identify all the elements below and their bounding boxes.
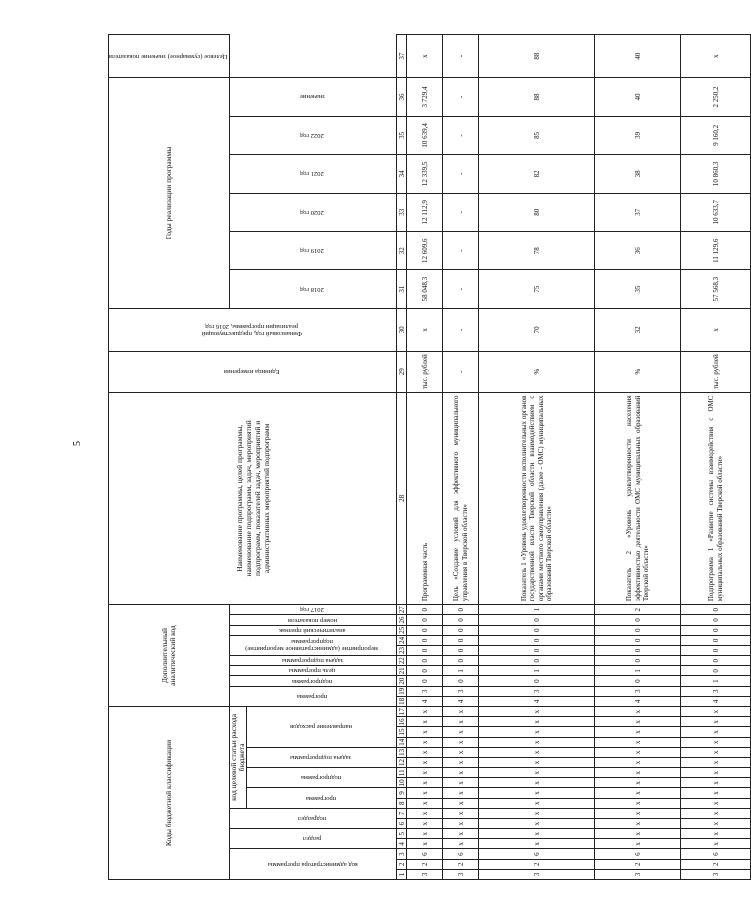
column-number-row xyxy=(397,35,407,880)
code-cell: х xyxy=(479,706,595,716)
code-cell: х xyxy=(407,768,443,778)
target-value-cell: - xyxy=(443,35,479,78)
header-row-1 xyxy=(109,35,230,880)
year-2017-header: 2017 год xyxy=(230,605,397,615)
column-number: 21 xyxy=(397,667,406,675)
column-number: 5 xyxy=(397,829,407,839)
code-cell: х xyxy=(443,839,479,849)
target-value-cell: х xyxy=(407,35,443,78)
code-cell: х xyxy=(407,798,443,808)
column-number: 17 xyxy=(397,708,406,716)
code-cell: 0 xyxy=(595,615,681,625)
code-cell: х xyxy=(407,829,443,839)
rotated-page xyxy=(108,34,724,880)
column-number: 8 xyxy=(397,798,407,808)
fin-year-header: Финансовый год, предшествующий реализации программы, 2016 год xyxy=(109,308,397,351)
code-cell: х xyxy=(479,727,595,737)
program-table xyxy=(108,34,751,880)
code-cell: х xyxy=(595,778,681,788)
code-cell: х xyxy=(681,778,751,788)
target-value-cell: 88 xyxy=(479,35,595,78)
code-cell: 0 xyxy=(407,645,443,655)
code-cell: х xyxy=(443,818,479,828)
year-value-cell: 37 xyxy=(595,193,681,231)
code-cell: 0 xyxy=(443,635,479,645)
code-cell: 0 xyxy=(479,656,595,666)
unit-cell: - xyxy=(443,351,479,392)
code-cell: 0 xyxy=(443,676,479,686)
code-cell: 0 xyxy=(407,635,443,645)
code-cell: х xyxy=(407,737,443,747)
code-cell: х xyxy=(479,768,595,778)
code-cell: х xyxy=(479,788,595,798)
code-cell: 6 xyxy=(595,849,681,859)
column-number: 29 xyxy=(397,351,407,392)
column-number: 35 xyxy=(397,116,407,154)
code-cell: х xyxy=(681,768,751,778)
column-number: 25 xyxy=(397,626,406,634)
year-value-cell: 9 160,2 xyxy=(681,116,751,154)
code-cell: 1 xyxy=(595,666,681,676)
code-cell: х xyxy=(681,808,751,818)
year-value-cell: 10 633,7 xyxy=(681,193,751,231)
column-number: 20 xyxy=(397,677,406,685)
code-cell: х xyxy=(479,839,595,849)
column-number: 37 xyxy=(397,35,407,78)
table-row xyxy=(479,35,595,880)
code-cell: х xyxy=(479,757,595,767)
page-number: 5 xyxy=(72,441,83,446)
year-2022-header: 2022 год xyxy=(230,116,397,154)
code-cell: 3 xyxy=(595,869,681,879)
code-cell: 3 xyxy=(443,686,479,696)
column-number: 27 xyxy=(397,606,406,614)
measure-header: мероприятие (административное мероприятие) подпрограммы xyxy=(230,635,397,655)
year-value-cell: 11 129,6 xyxy=(681,232,751,270)
row-name: Показатель 2 «Уровень удовлетворенности населения эффективностью деятельности ОМС муниципальных образований Тверской области» xyxy=(595,392,681,605)
column-number: 23 xyxy=(397,647,406,655)
code-cell: 0 xyxy=(681,635,751,645)
column-number: 36 xyxy=(397,78,407,117)
code-cell: 0 xyxy=(595,635,681,645)
code-cell: х xyxy=(407,788,443,798)
target-article-header: код целевой статьи расхода бюджета xyxy=(230,706,247,808)
code-cell: 0 xyxy=(407,676,443,686)
column-number: 3 xyxy=(397,849,407,859)
year-value-cell: 12 112,9 xyxy=(407,193,443,231)
column-number: 7 xyxy=(397,808,407,818)
code-cell: 4 xyxy=(681,696,751,706)
code-cell: 6 xyxy=(681,849,751,859)
value-header: значение xyxy=(230,78,397,117)
code-cell: 1 xyxy=(479,666,595,676)
code-cell: х xyxy=(479,829,595,839)
year-value-cell: 10 639,4 xyxy=(407,116,443,154)
column-number: 9 xyxy=(397,788,407,798)
code-cell: х xyxy=(479,747,595,757)
code-cell: х xyxy=(681,727,751,737)
year-value-cell: - xyxy=(443,232,479,270)
code-cell: х xyxy=(443,798,479,808)
code-cell: х xyxy=(681,706,751,716)
code-cell: х xyxy=(443,768,479,778)
code-cell: 2 xyxy=(681,859,751,869)
code-cell: 2 xyxy=(407,859,443,869)
unit-cell: % xyxy=(479,351,595,392)
code-cell: х xyxy=(681,839,751,849)
code-cell: х xyxy=(681,798,751,808)
code-cell: 0 xyxy=(443,656,479,666)
column-number: 22 xyxy=(397,657,406,665)
subprogram-task-header-2: задача подпрограммы xyxy=(230,656,397,666)
unit-cell: % xyxy=(595,351,681,392)
code-cell: х xyxy=(595,798,681,808)
code-cell: х xyxy=(479,818,595,828)
row-name: Цель «Создание условий для эффективного муниципального управления в Тверской области» xyxy=(443,392,479,605)
code-cell: 4 xyxy=(407,696,443,706)
year-value-cell: 80 xyxy=(479,193,595,231)
target-value-cell: 40 xyxy=(595,35,681,78)
column-number: 26 xyxy=(397,616,406,624)
code-cell: х xyxy=(443,717,479,727)
code-cell: х xyxy=(681,788,751,798)
code-cell: х xyxy=(681,818,751,828)
column-number: 32 xyxy=(397,232,407,270)
subprogram-task-header: задача подпрограммы xyxy=(247,747,397,767)
name-column-header: Наименование программы, целей программы, наименование подпрограмм, задач, мероприятий подпрограмм, показателей задач, мероприятий и административных мероприятий подпрограмм xyxy=(109,392,397,605)
code-cell: 1 xyxy=(681,676,751,686)
code-cell: х xyxy=(479,717,595,727)
year-value-cell: 3 729,4 xyxy=(407,78,443,117)
code-cell: х xyxy=(681,717,751,727)
row-name: Показатель 1 «Уровень удовлетворенности исполнительных органов государственной власти Тверской области взаимодействием с органами местного самоуправления (далее - ОМС) муниципальных образований Тверской области» xyxy=(479,392,595,605)
code-cell: х xyxy=(681,737,751,747)
unit-header: Единица измерения xyxy=(109,351,397,392)
indicator-number-header: номер показателя xyxy=(230,615,397,625)
code-cell: х xyxy=(443,757,479,767)
code-cell: х xyxy=(407,818,443,828)
code-cell: х xyxy=(407,778,443,788)
code-cell: 6 xyxy=(443,849,479,859)
table-row xyxy=(407,35,443,880)
column-number: 11 xyxy=(397,769,406,777)
year-value-cell: - xyxy=(443,270,479,308)
year-value-cell: 12 609,6 xyxy=(407,232,443,270)
year-value-cell: 40 xyxy=(595,78,681,117)
code-cell: 3 xyxy=(407,869,443,879)
code-cell: 2 xyxy=(595,605,681,615)
code-cell: х xyxy=(595,808,681,818)
column-number: 16 xyxy=(397,718,406,726)
code-cell: 0 xyxy=(407,605,443,615)
code-cell: х xyxy=(407,747,443,757)
code-cell: 0 xyxy=(407,615,443,625)
code-cell: 0 xyxy=(595,645,681,655)
code-cell: 2 xyxy=(479,859,595,869)
column-number: 6 xyxy=(397,818,407,828)
code-cell: 0 xyxy=(595,656,681,666)
year-value-cell: 88 xyxy=(479,78,595,117)
year-value-cell: - xyxy=(443,116,479,154)
budget-classification-header: Коды бюджетной классификации xyxy=(109,706,230,879)
unit-cell: тыс. рублей xyxy=(407,351,443,392)
expense-direction-header: направление расходов xyxy=(247,706,397,747)
year-value-cell: 85 xyxy=(479,116,595,154)
code-cell: 0 xyxy=(681,615,751,625)
year-value-cell: 38 xyxy=(595,155,681,193)
code-cell: 3 xyxy=(681,686,751,696)
code-cell: х xyxy=(681,829,751,839)
code-cell: 0 xyxy=(443,625,479,635)
column-number: 14 xyxy=(397,738,406,746)
code-cell: х xyxy=(595,706,681,716)
column-number: 15 xyxy=(397,728,406,736)
code-cell: х xyxy=(407,808,443,818)
code-cell: 3 xyxy=(479,869,595,879)
code-cell: 2 xyxy=(595,859,681,869)
code-cell: х xyxy=(595,768,681,778)
code-cell: х xyxy=(479,778,595,788)
fin-year-cell: 32 xyxy=(595,308,681,351)
program-goal-header: цель программы xyxy=(230,666,397,676)
section-header: раздел xyxy=(230,829,397,849)
code-cell: 0 xyxy=(407,625,443,635)
subprogram-header: подпрограмма xyxy=(247,768,397,788)
code-cell: 0 xyxy=(479,676,595,686)
code-cell: х xyxy=(595,818,681,828)
code-cell: 0 xyxy=(681,645,751,655)
year-value-cell: 75 xyxy=(479,270,595,308)
code-cell: х xyxy=(595,788,681,798)
year-value-cell: 10 860,3 xyxy=(681,155,751,193)
code-cell: х xyxy=(407,706,443,716)
year-2018-header: 2018 год xyxy=(230,270,397,308)
column-number: 18 xyxy=(397,697,406,705)
code-cell: 6 xyxy=(407,849,443,859)
column-number: 2 xyxy=(397,859,407,869)
code-cell: х xyxy=(443,808,479,818)
fin-year-cell: х xyxy=(681,308,751,351)
code-cell: 2 xyxy=(443,859,479,869)
code-cell: 0 xyxy=(479,635,595,645)
column-number: 24 xyxy=(397,636,406,644)
row-name: Подпрограмма 1 «Развитие системы взаимодействия с ОМС муниципальных образований Тверской области» xyxy=(681,392,751,605)
table-row xyxy=(443,35,479,880)
code-cell: 0 xyxy=(479,615,595,625)
code-cell: х xyxy=(479,798,595,808)
code-cell: 6 xyxy=(479,849,595,859)
code-cell: х xyxy=(407,757,443,767)
code-cell: х xyxy=(407,717,443,727)
code-cell: 0 xyxy=(479,645,595,655)
column-number: 33 xyxy=(397,193,407,231)
code-cell: 0 xyxy=(407,656,443,666)
code-cell: 3 xyxy=(479,686,595,696)
code-cell: 3 xyxy=(407,686,443,696)
column-number: 13 xyxy=(397,748,406,756)
code-cell: 0 xyxy=(595,625,681,635)
code-cell: х xyxy=(443,778,479,788)
code-cell: 0 xyxy=(443,615,479,625)
year-value-cell: 57 568,3 xyxy=(681,270,751,308)
fin-year-cell: х xyxy=(407,308,443,351)
code-cell: 0 xyxy=(443,645,479,655)
code-cell: х xyxy=(595,747,681,757)
subsection-header: подраздел xyxy=(230,808,397,828)
year-2021-header: 2021 год xyxy=(230,155,397,193)
code-cell: 1 xyxy=(479,605,595,615)
code-cell: 0 xyxy=(681,656,751,666)
code-cell: х xyxy=(479,808,595,818)
year-value-cell: 12 339,5 xyxy=(407,155,443,193)
target-value-cell: х xyxy=(681,35,751,78)
code-cell: 3 xyxy=(443,869,479,879)
code-cell: х xyxy=(479,737,595,747)
admin-code-header: код администратора программы xyxy=(230,849,397,880)
code-cell: 4 xyxy=(443,696,479,706)
year-value-cell: - xyxy=(443,155,479,193)
table-row xyxy=(595,35,681,880)
code-cell: 0 xyxy=(595,676,681,686)
code-cell: х xyxy=(443,829,479,839)
code-cell: х xyxy=(443,747,479,757)
code-cell: 0 xyxy=(443,605,479,615)
code-cell: х xyxy=(681,757,751,767)
fin-year-cell: 70 xyxy=(479,308,595,351)
column-number: 1 xyxy=(397,869,407,879)
column-number: 34 xyxy=(397,155,407,193)
code-cell: х xyxy=(595,737,681,747)
analytic-sign-header: аналитический признак xyxy=(230,625,397,635)
target-header: Целевое (суммарное) значение показателя xyxy=(109,35,230,78)
code-cell: х xyxy=(443,737,479,747)
code-cell: х xyxy=(443,727,479,737)
code-cell: х xyxy=(595,717,681,727)
year-2019-header: 2019 год xyxy=(230,232,397,270)
code-cell: 3 xyxy=(595,686,681,696)
column-number: 12 xyxy=(397,759,406,767)
code-cell: 0 xyxy=(681,625,751,635)
column-number: 31 xyxy=(397,270,407,308)
add-subprogram-header: подпрограмма xyxy=(230,676,397,686)
code-cell: 0 xyxy=(479,625,595,635)
year-value-cell: 82 xyxy=(479,155,595,193)
row-name: Программная часть xyxy=(407,392,443,605)
code-cell: х xyxy=(595,829,681,839)
code-cell: 0 xyxy=(681,605,751,615)
code-cell: 3 xyxy=(681,869,751,879)
code-cell: 4 xyxy=(595,696,681,706)
year-value-cell: 36 xyxy=(595,232,681,270)
additional-code-header: Дополнительный аналитический код xyxy=(109,605,230,707)
code-cell: х xyxy=(407,839,443,849)
code-cell: х xyxy=(595,839,681,849)
code-cell: х xyxy=(443,706,479,716)
code-cell: х xyxy=(595,757,681,767)
year-value-cell: 2 250,2 xyxy=(681,78,751,117)
column-number: 4 xyxy=(397,839,407,849)
code-cell: х xyxy=(595,727,681,737)
column-number: 10 xyxy=(397,779,406,787)
year-value-cell: 58 048,3 xyxy=(407,270,443,308)
year-value-cell: - xyxy=(443,78,479,117)
code-cell: 0 xyxy=(407,666,443,676)
table-row xyxy=(681,35,751,880)
fin-year-cell: - xyxy=(443,308,479,351)
year-value-cell: - xyxy=(443,193,479,231)
year-value-cell: 39 xyxy=(595,116,681,154)
code-cell: 4 xyxy=(479,696,595,706)
column-number: 30 xyxy=(397,308,407,351)
add-program-header: программа xyxy=(230,686,397,706)
unit-cell: тыс. рублей xyxy=(681,351,751,392)
column-number: 28 xyxy=(397,392,407,605)
program-header: программа xyxy=(247,788,397,808)
code-cell: х xyxy=(407,727,443,737)
code-cell: х xyxy=(681,747,751,757)
column-number: 19 xyxy=(397,687,406,695)
year-value-cell: 78 xyxy=(479,232,595,270)
year-2020-header: 2020 год xyxy=(230,193,397,231)
code-cell: 0 xyxy=(681,666,751,676)
code-cell: 1 xyxy=(443,666,479,676)
year-value-cell: 35 xyxy=(595,270,681,308)
code-cell: х xyxy=(443,788,479,798)
years-header: Годы реализации программы xyxy=(109,78,230,309)
